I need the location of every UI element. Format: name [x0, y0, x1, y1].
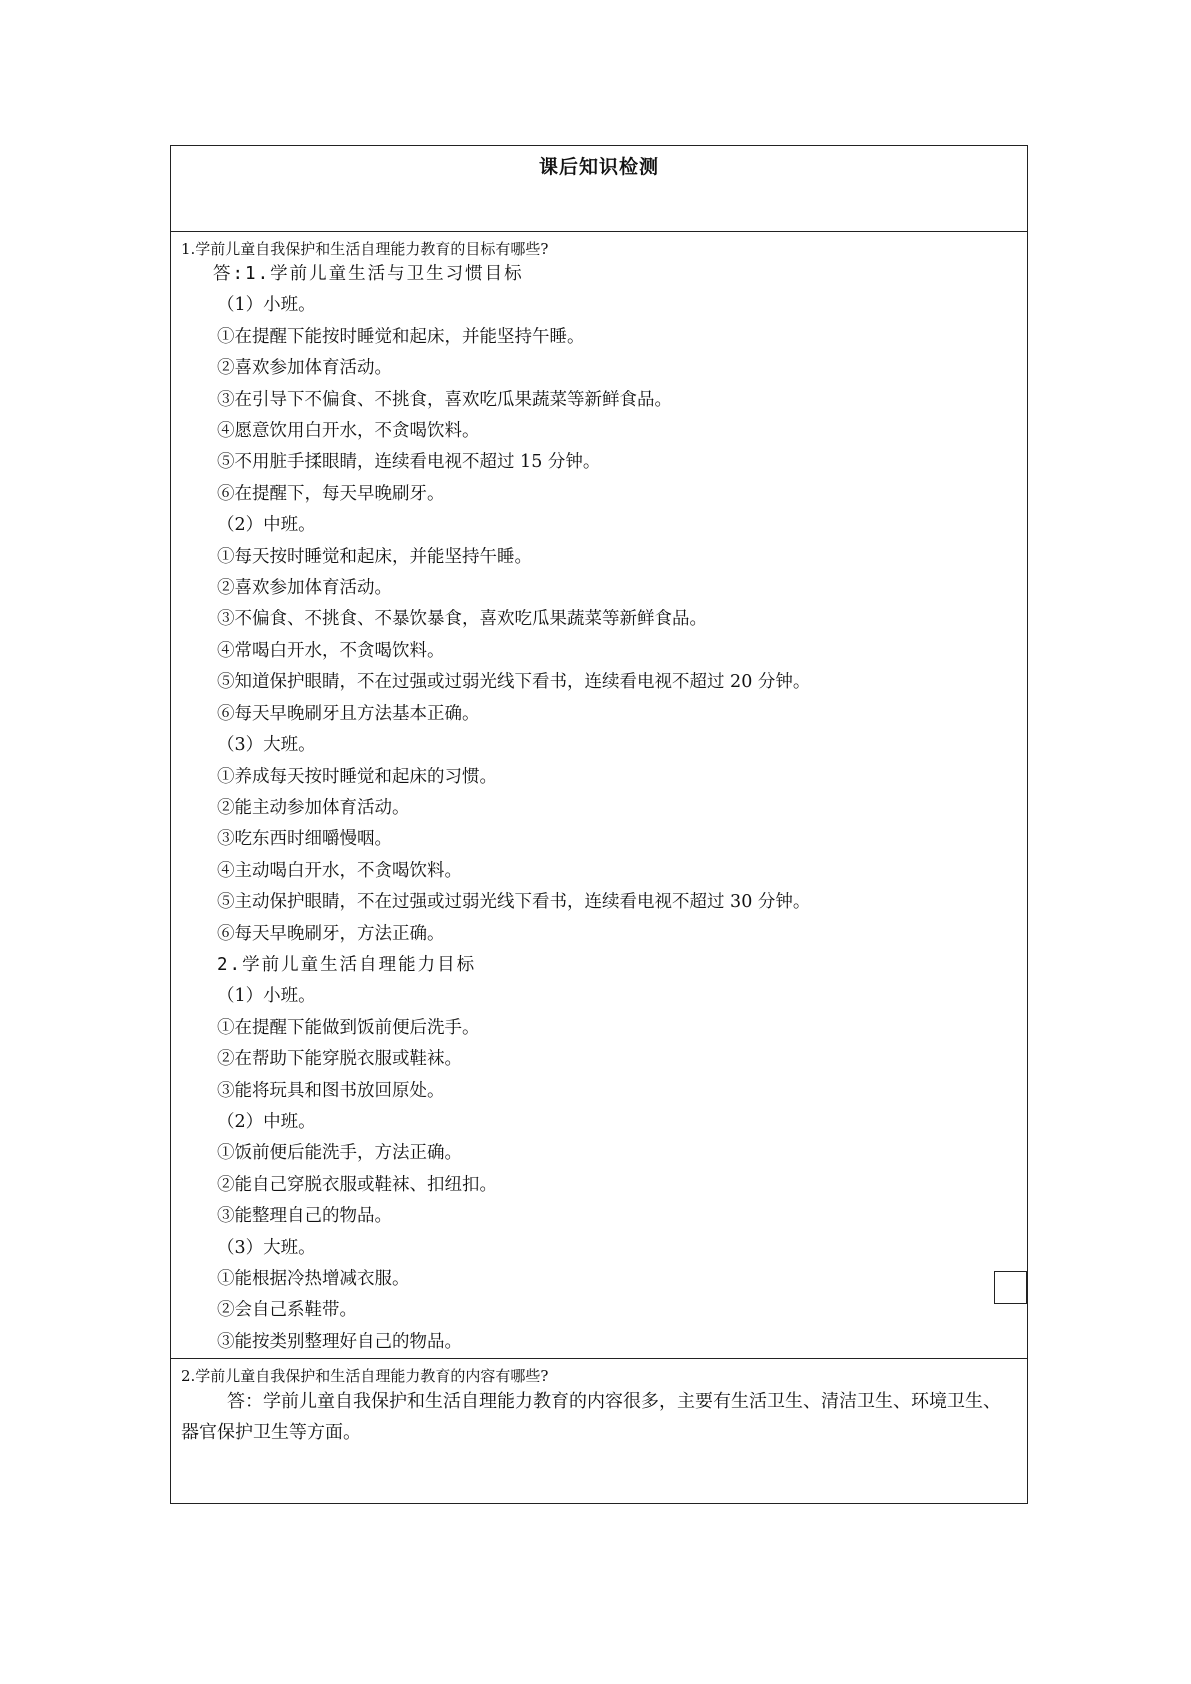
worksheet-table: [170, 145, 1028, 1504]
list-item: （2）中班。: [217, 1111, 316, 1132]
list-item: ④愿意饮用白开水，不贪喝饮料。: [217, 421, 480, 442]
list-item: ②能自己穿脱衣服或鞋袜、扣纽扣。: [217, 1174, 497, 1195]
question-1-text: 1.学前儿童自我保护和生活自理能力教育的目标有哪些?: [181, 240, 549, 258]
list-item: ②喜欢参加体育活动。: [217, 358, 392, 379]
section-1-heading: [213, 259, 1027, 290]
list-item: ①饭前便后能洗手，方法正确。: [217, 1143, 462, 1164]
list-item: ③能将玩具和图书放回原处。: [217, 1080, 445, 1101]
list-item: ③能按类别整理好自己的物品。: [217, 1331, 462, 1352]
answer-2: 答：学前儿童自我保护和生活自理能力教育的内容很多，主要有生活卫生、清洁卫生、环境卫生、器官保护卫生等方面。: [181, 1391, 1001, 1444]
list-item: ⑤不用脏手揉眼睛，连续看电视不超过 15 分钟。: [217, 452, 601, 473]
list-item: ①在提醒下能做到饭前便后洗手。: [217, 1017, 480, 1038]
answer-1: [171, 259, 1027, 1358]
question-2-text: 2.学前儿童自我保护和生活自理能力教育的内容有哪些?: [181, 1367, 549, 1385]
answer-prefix: 答:: [213, 264, 246, 284]
list-item: ⑥每天早晚刷牙且方法基本正确。: [217, 703, 480, 724]
question-1-cell: [171, 232, 1027, 1359]
list-item: ③能整理自己的物品。: [217, 1206, 392, 1227]
list-item: ④常喝白开水，不贪喝饮料。: [217, 640, 445, 661]
list-item: ①每天按时睡觉和起床，并能坚持午睡。: [217, 546, 532, 567]
section-2-heading: 2.学前儿童生活自理能力目标: [217, 954, 477, 975]
list-item: ③不偏食、不挑食、不暴饮暴食，喜欢吃瓜果蔬菜等新鲜食品。: [217, 609, 707, 630]
list-item: ③吃东西时细嚼慢咽。: [217, 829, 392, 850]
list-item: ②会自己系鞋带。: [217, 1300, 357, 1321]
list-item: ②能主动参加体育活动。: [217, 797, 410, 818]
list-item: （1）小班。: [217, 986, 316, 1007]
question-2-cell: [171, 1359, 1027, 1503]
page-title: 课后知识检测: [538, 156, 659, 178]
list-item: ②喜欢参加体育活动。: [217, 578, 392, 599]
list-item: ①能根据冷热增减衣服。: [217, 1269, 410, 1289]
list-item: （3）大班。: [217, 735, 316, 756]
list-item: ④主动喝白开水，不贪喝饮料。: [217, 860, 462, 881]
list-item: ②在帮助下能穿脱衣服或鞋袜。: [217, 1049, 462, 1070]
list-item: （1）小班。: [217, 295, 316, 316]
list-item: ⑤知道保护眼睛，不在过强或过弱光线下看书，连续看电视不超过 20 分钟。: [217, 672, 811, 693]
list-item: ①养成每天按时睡觉和起床的习惯。: [217, 766, 497, 787]
list-item: ③在引导下不偏食、不挑食，喜欢吃瓜果蔬菜等新鲜食品。: [217, 389, 672, 410]
list-item: ⑥每天早晚刷牙，方法正确。: [217, 923, 445, 944]
list-item: （2）中班。: [217, 515, 316, 536]
list-item: ①在提醒下能按时睡觉和起床，并能坚持午睡。: [217, 326, 585, 347]
title-row: [171, 146, 1027, 232]
list-item: ⑥在提醒下，每天早晚刷牙。: [217, 483, 445, 504]
list-item: ⑤主动保护眼睛，不在过强或过弱光线下看书，连续看电视不超过 30 分钟。: [217, 892, 811, 913]
section-1-title: 1.学前儿童生活与卫生习惯目标: [245, 264, 524, 284]
mark-box: [994, 1271, 1027, 1304]
list-item: （3）大班。: [217, 1237, 316, 1258]
